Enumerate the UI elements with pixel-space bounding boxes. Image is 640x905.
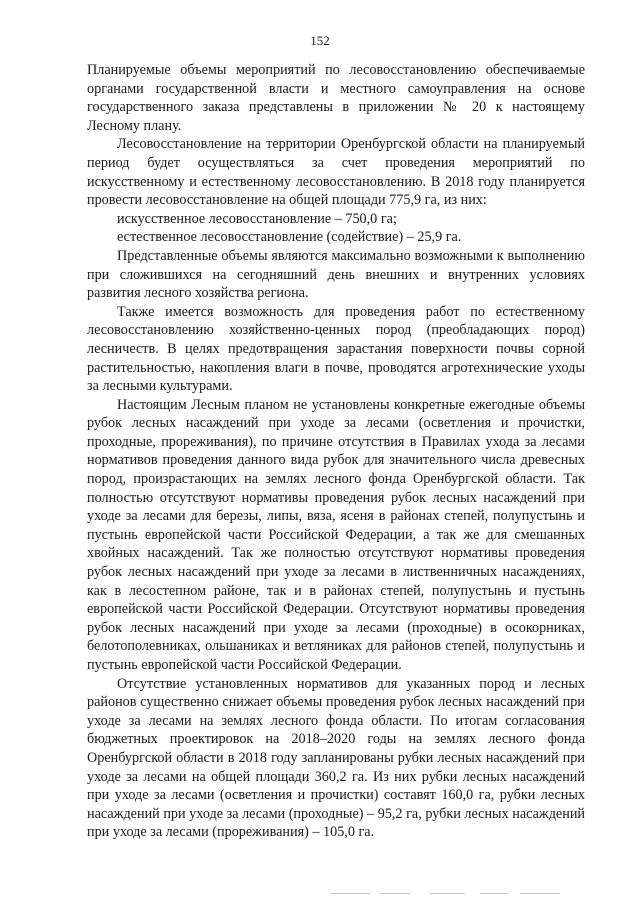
paragraph-forest-restoration-volumes: Планируемые объемы мероприятий по лесовосстановлению обеспечиваемые органами государственной власти и местного самоуправления на основе государственного заказа представлены в приложении № 20 к настоящему Лесному плану.	[87, 62, 585, 134]
list-item-natural-restoration: естественное лесовосстановление (содействие) – 25,9 га.	[117, 229, 462, 246]
scan-edge-marks	[0, 890, 640, 898]
page-number: 152	[310, 33, 330, 48]
paragraph-thinning-norms-absent: Настоящим Лесным планом не установлены конкретные ежегодные объемы рубок лесных насаждений при уходе за лесами (осветления и прочистки, проходные, прореживания), по причине отсутствия в Правилах ухода за лесами нормативов проведения данного вида рубок для значительного числа древесных пород, произрастающих на землях лесного фонда Оренбургской области. Так полностью отсутствуют нормативы проведения рубок лесных насаждений при уходе за лесами для березы, липы, вяза, ясеня в районах степей, полупустынь и пустынь европейской части Российской Федерации, а так же для смешанных хвойных насаждений. Так же полностью отсутствуют нормативы проведения рубок лесных насаждений при уходе за лесами в лиственничных насаждениях, как в лесостепном районе, так и в районах степей, полупустынь и пустынь европейской части Российской Федерации. Отсутствуют нормативы проведения рубок лесных насаждений при уходе за лесами (проходные) в осокорниках, белотополевниках, ольшаниках и ветляниках для районов степей, полупустынь и пустынь европейской части Российской Федерации.	[87, 396, 585, 673]
paragraph-natural-restoration-possibility: Также имеется возможность для проведения работ по естественному лесовосстановлению хозяйственно-ценных пород (преобладающих пород) лесничеств. В целях предотвращения зарастания поверхности почвы сорной растительностью, накопления влаги в почве, проводятся агротехнические уходы за лесными культурами.	[87, 303, 585, 395]
document-body	[87, 61, 585, 842]
paragraph-restoration-plan: Лесовосстановление на территории Оренбургской области на планируемый период будет осуществляться за счет проведения мероприятий по искусственному и естественному лесовосстановлению. В 2018 году планируется провести лесовосстановление на общей площади 775,9 га, из них:	[87, 136, 585, 209]
list-item-artificial-restoration: искусственное лесовосстановление – 750,0 га;	[117, 210, 397, 227]
paragraph-maximum-volumes: Представленные объемы являются максимально возможными к выполнению при сложившихся на сегодняшний день внешних и внутренних условиях развития лесного хозяйства региона.	[87, 247, 585, 302]
paragraph-thinning-volumes-2018: Отсутствие установленных нормативов для указанных пород и лесных районов существенно снижает объемы проведения рубок лесных насаждений при уходе за лесами на землях лесного фонда области. По итогам согласования бюджетных проектировок на 2018–2020 годы на землях лесного фонда Оренбургской области в 2018 году запланированы рубки лесных насаждений при уходе за лесами на общей площади 360,2 га. Из них рубки лесных насаждений при уходе за лесами (осветления и прочистки) составят 160,0 га, рубки лесных насаждений при уходе за лесами (проходные) – 95,2 га, рубки лесных насаждений при уходе за лесами (прореживания) – 105,0 га.	[87, 675, 585, 841]
